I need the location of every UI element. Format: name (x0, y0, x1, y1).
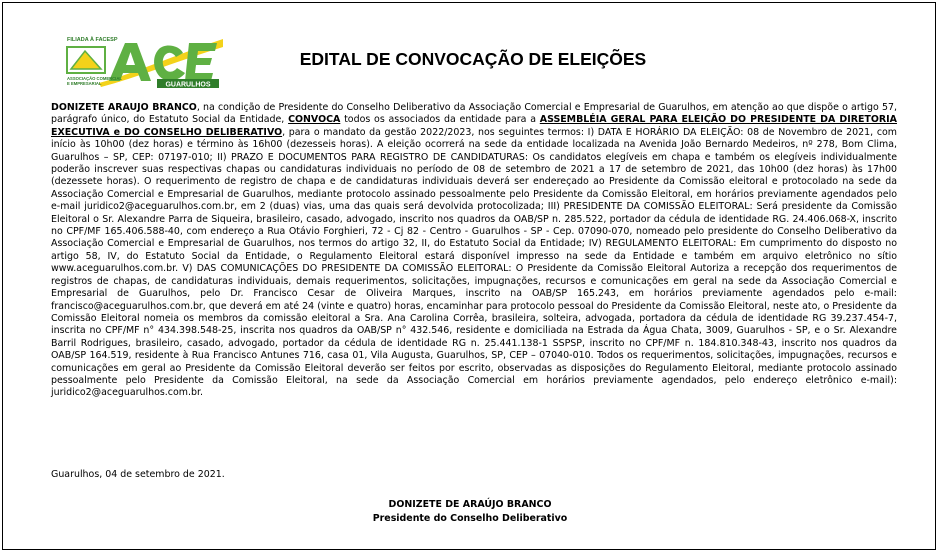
signature-name: DONIZETE DE ARAÚJO BRANCO (388, 499, 552, 510)
body-part-2: todos os associados da entidade para a (340, 114, 540, 126)
convoca-word: CONVOCA (288, 114, 341, 126)
logo-subtitle-line1: ASSOCIAÇÃO COMERCIAL (67, 76, 122, 81)
document-frame (2, 2, 936, 550)
logo-city: GUARULHOS (165, 81, 211, 89)
ace-logo (65, 33, 225, 89)
signature-role: Presidente do Conselho Deliberativo (372, 513, 568, 524)
logo-subtitle-line2: E EMPRESARIAL (67, 81, 102, 86)
president-name: DONIZETE ARAUJO BRANCO (51, 102, 197, 113)
page-title: EDITAL DE CONVOCAÇÃO DE ELEIÇÕES (299, 49, 647, 69)
date-line: Guarulhos, 04 de setembro de 2021. (51, 469, 225, 480)
edital-body (51, 102, 897, 400)
assembleia-heading: ASSEMBLÉIA GERAL PARA ELEIÇÃO DO PRESIDENTE DA DIRETORIA EXECUTIVA e DO CONSELHO DELIBERATIVO (51, 114, 897, 138)
body-part-3: , para o mandato da gestão 2022/2023, nos seguintes termos: I) DATA E HORÁRIO DA ELEIÇÃO: 08 de Novembro de 2021, com início às 10h00 (dez horas) e término às 16h00 (dezesseis horas). A eleição ocorrerá na sede da entidade localizada na Avenida João Bernardo Medeiros, nº 278, Bom Clima, Guarulhos – SP, CEP: 07197-010; II) PRAZO E DOCUMENTOS PARA REGISTRO DE CANDIDATURAS: Os candidatos elegíveis em chapa e também os elegíveis individualmente poderão inscrever suas respectivas chapas ou candidaturas individuais no período de 08 de setembro de 2021 a 17 de setembro de 2021, das 10h00 (dez horas) às 17h00 (dezessete horas). O requerimento de registro de chapa e de candidaturas individuais deverá ser endereçado ao Presidente da Comissão eleitoral e protocolado na sede da Associação Comercial e Empresarial de Guarulhos, mediante protocolo assinado pessoalmente pelo Presidente da Comissão Eleitoral, em horários previamente agendados pelo e-mail juridico2@aceguarulhos.com.br, em 2 (duas) vias, uma das quais será devolvida protocolizada; III) PRESIDENTE DA COMISSÃO ELEITORAL: Será presidente da Comissão Eleitoral o Sr. Alexandre Parra de Siqueira, brasileiro, casado, advogado, inscrito nos quadros da OAB/SP n. 285.522, portador da cédula de identidade RG. 24.406.068-X, inscrito no CPF/MF 165.406.588-40, com endereço a Rua Otávio Forghieri, 72 - Cj 82 - Centro - Guarulhos - SP - Cep. 07090-070, nomeado pelo presidente do Conselho Deliberativo da Associação Comercial e Empresarial de Guarulhos, nos termos do artigo 32, II, do Estatuto Social da Entidade; IV) REGULAMENTO ELEITORAL: Em cumprimento do disposto no artigo 58, IV, do Estatuto Social da Entidade, o Regulamento Eleitoral estará disponível impresso na sede da Entidade e também em arquivo eletrônico no sítio www.aceguarulhos.com.br. V) DAS COMUNICAÇÕES DO PRESIDENTE DA COMISSÃO ELEITORAL: O Presidente da Comissão Eleitoral Autoriza a recepção dos requerimentos de registros de chapas, de candidaturas individuais, demais requerimentos, solicitações, impugnações, recursos e comunicações em geral na sede da Associação Comercial e Empresarial de Guarulhos, pelo Dr. Francisco Cesar de Oliveira Marques, inscrito na OAB/SP 165.243, em horários previamente agendados pelo e-mail: francisco@aceguarulhos.com.br, que deverá em até 24 (vinte e quatro) horas, encaminhar para protocolo pessoal do Presidente da Comissão Eleitoral, neste ato, o Presidente da Comissão Eleitoral nomeia os membros da comissão eleitoral a Sra. Ana Carolina Corrêa, brasileira, solteira, advogada, portadora da cédula de identidade RG 39.237.454-7, inscrita no CPF/MF n° 434.398.548-25, inscrita nos quadros da OAB/SP n° 432.546, residente e domiciliada na Estrada da Água Chata, 3009, Guarulhos - SP, e o Sr. Alexandre Barril Rodrigues, brasileiro, casado, advogado, portador da cédula de identidade RG n. 25.441.138-1 SSPSP, inscrito no CPF/MF n. 184.810.348-43, inscrito nos quadros da OAB/SP 164.519, residente à Rua Francisco Antunes 716, casa 01, Vila Augusta, Guarulhos, SP, CEP – 07040-010. Todos os requerimentos, solicitações, impugnações, recursos e comunicações em geral ao Presidente da Comissão Eleitoral deverão ser feitos por escrito, observadas as disposições do Regulamento Eleitoral, mediante protocolo assinado pessoalmente pelo Presidente da Comissão Eleitoral, na sede da Associação Comercial em horários previamente agendados, pelo endereço eletrônico e-mail): juridico2@aceguarulhos.com.br. (51, 126, 897, 399)
logo-top-text: FILIADA À FACESP (67, 37, 118, 43)
body-part-1: , na condição de Presidente do Conselho Deliberativo da Associação Comercial e Empresarial de Guarulhos, em atenção ao que dispõe o artigo 57, parágrafo único, do Estatuto Social da Entidade, (51, 102, 897, 126)
ace-logo-graphic (65, 33, 225, 89)
